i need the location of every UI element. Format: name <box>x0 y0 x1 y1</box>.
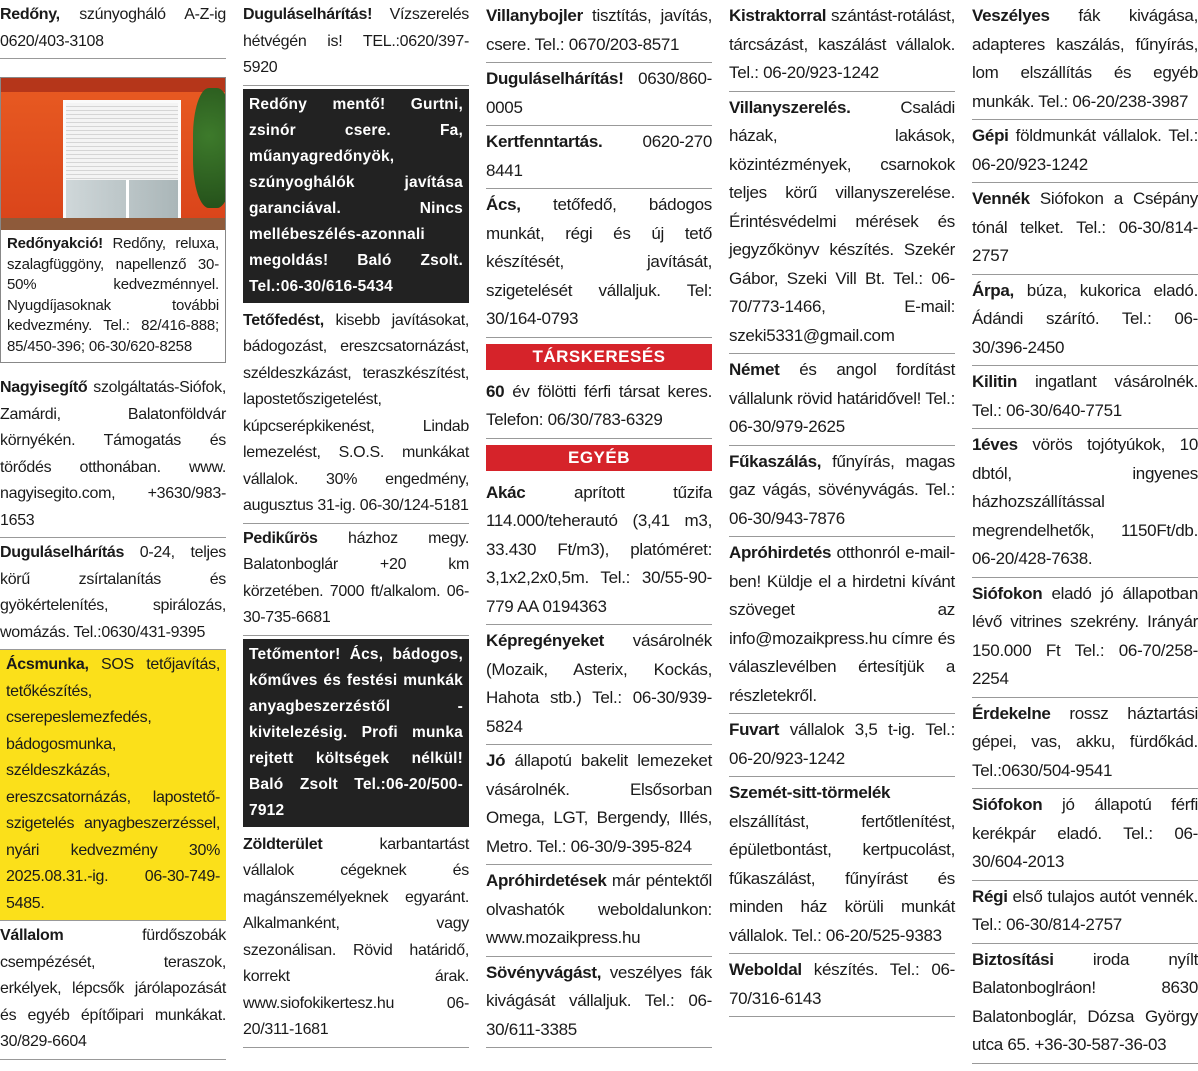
ad-keyword: Villanyszerelés. <box>729 97 851 117</box>
ad-body: veszélyes fák kivágását vállaljuk. Tel.: 06-30/611-3385 <box>486 962 712 1039</box>
ad-keyword: Veszélyes <box>972 6 1050 25</box>
ad-keyword: Fűkaszálás, <box>729 451 822 471</box>
classified-ad <box>972 944 1198 1064</box>
ad-keyword: Ácsmunka, <box>6 656 89 673</box>
ad-keyword: Képregényeket <box>486 631 604 650</box>
classified-ad <box>729 92 955 355</box>
classified-ad <box>486 376 712 439</box>
classified-ad <box>243 0 469 86</box>
ad-keyword: Apróhirdetések <box>486 871 607 890</box>
ad-body: szúnyogháló A-Z-ig 0620/403-3108 <box>0 6 226 50</box>
ad-body: vásárolnék (Mozaik, Asterix, Kockás, Hahota stb.) Tel.: 06-30/939-5824 <box>486 631 712 736</box>
ad-body: SOS tetőjavítás, tetőkészítés, cserepeslemezfedés, bádogosmunka, széldeszkázás, ereszcsatornázás, lapostető-szigetelés anyagbeszerzéssel, nyári kedvezmény 30% 2025.08.31.-ig. 06-30-749-5485. <box>6 656 220 912</box>
classified-ad <box>729 0 955 92</box>
ad-keyword: Sövényvágást, <box>486 962 602 982</box>
ad-body: szántást-rotálást, tárcsázást, kaszálást vállalok. Tel.: 06-20/923-1242 <box>729 6 955 82</box>
ad-keyword: Villanybojler <box>486 6 583 25</box>
column-5 <box>972 0 1198 1071</box>
photo-ad <box>0 77 226 363</box>
classified-ad <box>0 538 226 650</box>
classified-ad <box>0 0 226 59</box>
classified-ad <box>972 429 1198 578</box>
column-2 <box>243 0 469 1071</box>
classified-ad <box>972 578 1198 698</box>
classified-ad <box>972 789 1198 881</box>
ad-body: iroda nyílt Balatonboglráon! 8630 Balatonboglár, Dózsa György utca 65. +36-30-587-36-03 <box>972 949 1198 1054</box>
ad-keyword: Szemét-sitt-törmelék <box>729 783 891 802</box>
highlight-ad <box>243 639 469 827</box>
classified-ad <box>486 745 712 865</box>
classified-ad <box>0 373 226 538</box>
ad-keyword: Zöldterület <box>243 835 323 853</box>
ad-keyword: Érdekelne <box>972 703 1051 723</box>
ad-body: Siófokon a Csépány tónál telket. Tel.: 06-30/814-2757 <box>972 189 1198 265</box>
ad-body: tisztítás, javítás, csere. Tel.: 0670/203-8571 <box>486 6 712 54</box>
ad-body: fák kivágása, adapteres kaszálás, fűnyírás, lom elszállítás és egyéb munkák. Tel.: 06-20/238-3987 <box>972 6 1198 111</box>
classified-ad <box>486 126 712 189</box>
ad-body: elszállítást, fertőtlenítést, épületbontást, kertpucolást, fűkaszálást, fűnyírást és minden ház körüli munkát vállalok. Tel.: 06-20/525-9383 <box>729 811 955 945</box>
ad-keyword: Siófokon <box>972 583 1043 603</box>
ad-body: aprított tűzifa 114.000/teherautó (3,41 m3, 33.430 Ft/m3), platóméret: 3,1x2,2x0,5m. Tel.: 30/55-90-779 AA 0194363 <box>486 482 712 616</box>
classified-ad <box>972 120 1198 183</box>
classified-ad <box>486 63 712 126</box>
ad-body: 0620-270 8441 <box>486 132 712 180</box>
ad-body: 0-24, teljes körű zsírtalanítás és gyökértelenítés, spirálozás, womázás. Tel.:0630/431-9395 <box>0 544 226 641</box>
ad-keyword: Redőny, <box>0 6 60 23</box>
ad-keyword: Biztosítási <box>972 949 1054 969</box>
classified-ad <box>486 189 712 338</box>
classified-ad <box>972 0 1198 120</box>
classified-ad <box>486 625 712 745</box>
classified-ad <box>729 537 955 714</box>
ad-body: Családi házak, lakások, közintézmények, csarnokok teljes körű villanyszerelése. Érintésvédelmi mérések és jegyzőkönyv készítés. Szekér Gábor, Szeki Vill Bt. Tel.: 06-70/773-1466, E-mail: szeki5331@gmail.com <box>729 97 955 345</box>
classified-ad <box>972 881 1198 944</box>
column-3 <box>486 0 712 1071</box>
ad-keyword: Duguláselhárítás! <box>243 6 373 23</box>
ad-body: első tulajos autót vennék. Tel.: 06-30/814-2757 <box>972 886 1198 934</box>
column-4 <box>729 0 955 1071</box>
ad-keyword: Pedikűrös <box>243 529 318 547</box>
ad-keyword: Weboldal <box>729 960 802 979</box>
ad-keyword: Német <box>729 360 780 379</box>
ad-body: fűnyírás, magas gaz vágás, sövényvágás. Tel.: 06-30/943-7876 <box>729 451 955 528</box>
ad-body: Redőny mentő! Gurtni, zsinór csere. Fa, műanyagredőnyök, szúnyoghálók javítása garanciával. Nincs mellébeszélés-azonnali megoldás! Baló Zsolt. Tel.:06-30/616-5434 <box>249 95 463 295</box>
ad-body: karbantartást vállalok cégeknek és magánszemélyeknek egyaránt. Alkalmanként, vagy szezonálisan. Rövid határidő, korrekt árak. www.siofokikertesz.hu 06-20/311-1681 <box>243 835 469 1038</box>
ad-body: ingatlant vásárolnék. Tel.: 06-30/640-7751 <box>972 372 1198 420</box>
classified-ad <box>486 957 712 1049</box>
ad-body: kisebb javításokat, bádogozást, ereszcsatornázást, széldeszkázást, teraszkészítést, lapostetőszigetelést, kúpcserépkikenést, Lindab lemezelést, S.O.S. munkákat vállalok. 30% engedmény, augusztus 31-ig. 06-30/124-5181 <box>243 311 469 514</box>
ad-body: Tetőmentor! Ács, bádogos, kőműves és festési munkák anyagbeszerzéstől -kivitelezésig. Profi munka rejtett költségek nélkül! Baló Zsolt Tel.:06-20/500-7912 <box>249 645 463 819</box>
ad-body: eladó jó állapotban lévő vitrines szekrény. Irányár 150.000 Ft Tel.: 06-70/258-2254 <box>972 583 1198 688</box>
classified-ad <box>972 183 1198 275</box>
highlight-ad <box>243 89 469 303</box>
classified-ad <box>972 275 1198 367</box>
ad-keyword: Ács, <box>486 195 521 214</box>
ad-body: szolgáltatás-Siófok, Zamárdi, Balatonföldvár környékén. Támogatás és törődés otthonában. www. nagyisegito.com, +3630/983-1653 <box>0 379 226 529</box>
ad-keyword: Akác <box>486 482 526 502</box>
ad-keyword: Duguláselhárítás <box>0 544 125 561</box>
ad-body: fürdőszobák csempézését, teraszok, erkélyek, lépcsők járólapozását és egyéb építőipari munkákat. 30/829-6604 <box>0 927 226 1050</box>
ad-keyword: Jó <box>486 751 506 770</box>
classified-ad <box>486 0 712 63</box>
ad-keyword: 1éves <box>972 435 1018 454</box>
ad-body: állapotú bakelit lemezeket vásárolnék. Elsősorban Omega, LGT, Bergendy, Illés, Metro. Tel.: 06-30/9-395-824 <box>486 751 712 856</box>
classified-ad <box>729 777 955 954</box>
ad-body: földmunkát vállalok. Tel.: 06-20/923-1242 <box>972 126 1198 174</box>
ad-keyword: 60 <box>486 381 505 401</box>
classified-ad <box>0 921 226 1060</box>
ad-body: Vízszerelés hétvégén is! TEL.:0620/397-5920 <box>243 6 469 76</box>
ad-body: már péntektől olvashatók weboldalunkon: www.mozaikpress.hu <box>486 871 712 947</box>
ad-body: vállalok 3,5 t-ig. Tel.: 06-20/923-1242 <box>729 720 955 768</box>
photo-ad-text <box>1 230 225 362</box>
ad-body: év fölötti férfi társat keres. Telefon: 06/30/783-6329 <box>486 381 712 429</box>
ad-keyword: Siófokon <box>972 795 1043 814</box>
classified-ad <box>243 306 469 524</box>
ad-body: és angol fordítást vállalunk rövid határidővel! Tel.: 06-30/979-2625 <box>729 360 955 436</box>
ad-body: vörös tojótyúkok, 10 dbtól, ingyenes házhozszállítással megrendelhetők, 1150Ft/db. 06-20/428-7638. <box>972 435 1198 568</box>
column-1 <box>0 0 226 1071</box>
ad-keyword: Nagyisegítő <box>0 379 88 396</box>
classified-ad <box>729 954 955 1017</box>
classified-ad <box>243 830 469 1048</box>
ad-body: jó állapotú férfi kerékpár eladó. Tel.: 06-30/604-2013 <box>972 795 1198 871</box>
shutter-photo <box>1 78 225 230</box>
ad-body: házhoz megy. Balatonboglár +20 km körzetében. 7000 ft/alkalom. 06-30-735-6681 <box>243 529 469 626</box>
ad-body: 0630/860-0005 <box>486 69 712 117</box>
section-header: EGYÉB <box>486 445 712 471</box>
classified-ad <box>729 446 955 538</box>
ad-keyword: Kistraktorral <box>729 6 827 25</box>
ad-keyword: Tetőfedést, <box>243 311 324 329</box>
ad-keyword: Kilitin <box>972 372 1018 391</box>
ad-keyword: Régi <box>972 886 1008 906</box>
classified-ad <box>729 714 955 777</box>
classified-ad <box>486 865 712 957</box>
ad-body: rossz háztartási gépei, vas, akku, fürdőkád. Tel.:0630/504-9541 <box>972 703 1198 780</box>
ad-body: tetőfedő, bádogos munkát, régi és új tető készítését, javítását, szigetelését vállaljuk. Tel: 30/164-0793 <box>486 195 712 328</box>
ad-keyword: Gépi <box>972 126 1009 145</box>
ad-keyword: Kertfenntartás. <box>486 132 603 151</box>
classified-ad <box>0 650 226 921</box>
ad-body: búza, kukorica eladó. Ádándi szárító. Tel.: 06-30/396-2450 <box>972 280 1198 357</box>
ad-keyword: Vennék <box>972 189 1030 208</box>
ad-keyword: Vállalom <box>0 927 64 944</box>
ad-body: készítés. Tel.: 06-70/316-6143 <box>729 960 955 1008</box>
ad-keyword: Redőnyakció! <box>7 235 103 252</box>
classified-ad <box>243 524 469 636</box>
ad-keyword: Árpa, <box>972 280 1014 300</box>
ad-keyword: Duguláselhárítás! <box>486 69 624 88</box>
ad-body: Redőny, reluxa, szalagfüggöny, napellenző 30-50% kedvezménnyel. Nyugdíjasoknak további kedvezmény. Tel.: 82/416-888; 85/450-396; 06-30/620-8258 <box>7 235 219 355</box>
section-header: TÁRSKERESÉS <box>486 344 712 370</box>
ad-keyword: Apróhirdetés <box>729 543 832 562</box>
classified-ad <box>972 698 1198 790</box>
classified-ad <box>486 477 712 626</box>
classified-ad <box>972 366 1198 429</box>
ad-body: otthonról e-mail-ben! Küldje el a hirdetni kívánt szöveget az info@mozaikpress.hu címre és válaszlevélben értesítjük a részletekről. <box>729 543 955 705</box>
classified-ad <box>729 354 955 446</box>
ad-keyword: Fuvart <box>729 720 780 739</box>
